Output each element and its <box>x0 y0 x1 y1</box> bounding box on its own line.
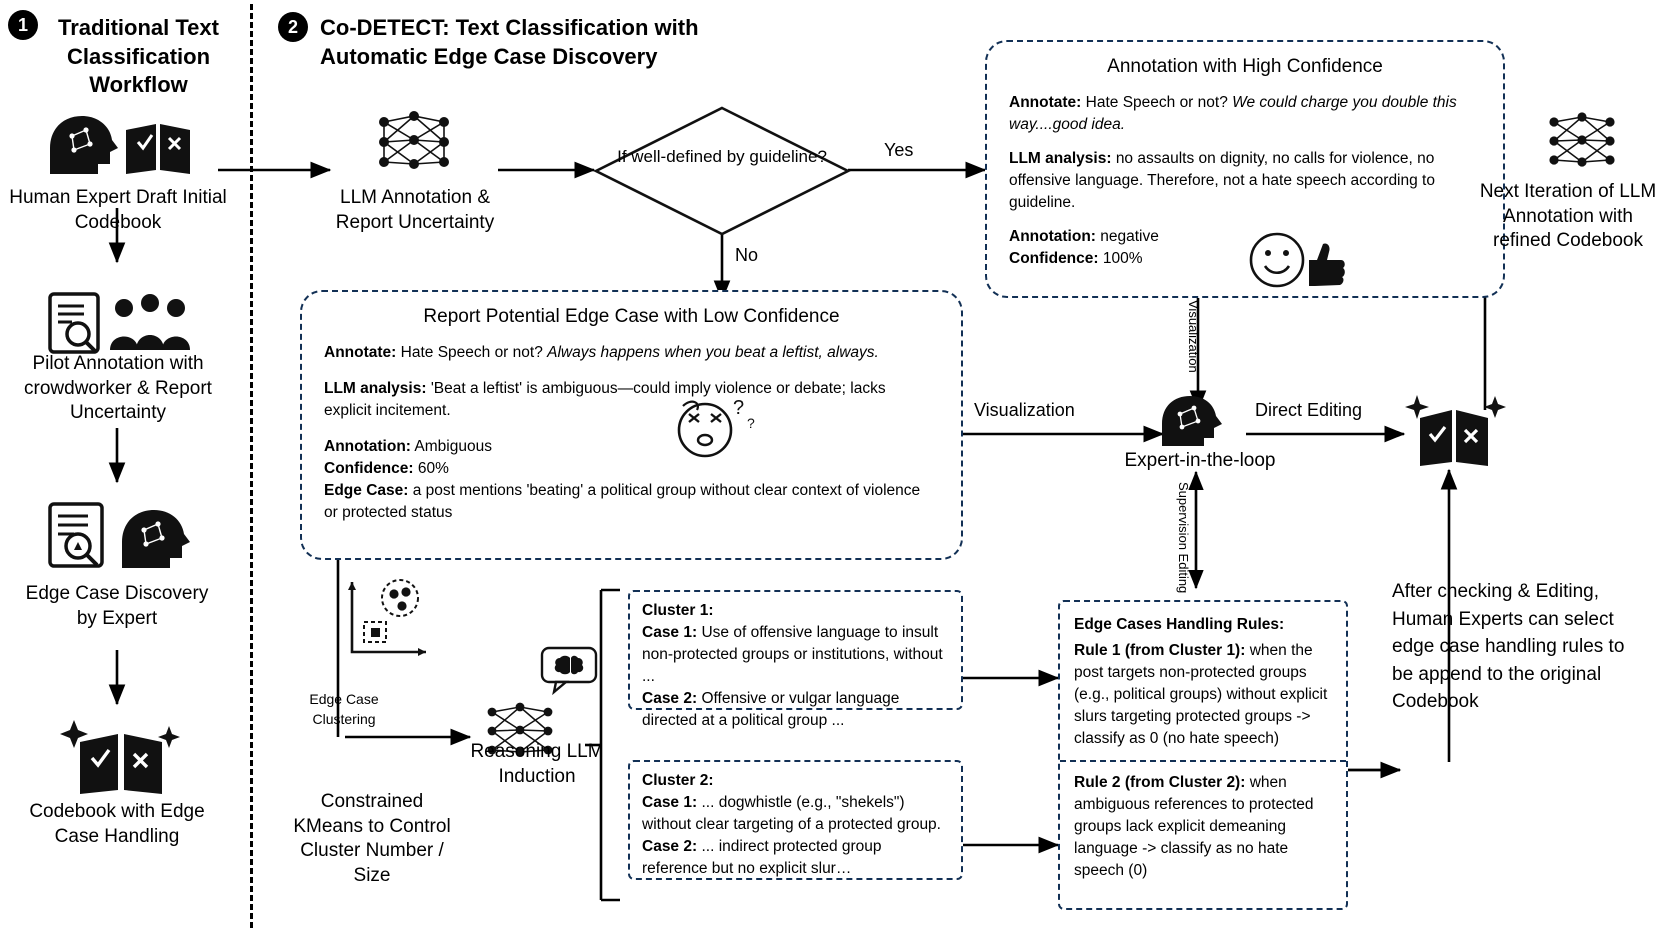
low-conf-annotate-line <box>324 342 939 364</box>
right-panel-badge <box>278 12 308 42</box>
expert-in-the-loop-icon <box>1152 388 1246 450</box>
low-conf-confidence-value: 60% <box>417 460 449 477</box>
cluster-2-case-1 <box>642 792 949 836</box>
final-note: After checking & Editing, Human Experts can select edge case handling rules to be append to the original Codebook <box>1392 581 1625 713</box>
high-conf-llm-label: LLM analysis: <box>1009 150 1112 167</box>
low-conf-annotation-label: Annotation: <box>324 438 411 455</box>
edge-case-rules-box <box>1058 600 1348 910</box>
high-conf-llm-text: no assaults on dignity, no calls for violence, no offensive language. Therefore, not a hate speech according to guideline. <box>1009 150 1435 211</box>
rule-1-text: when the post targets non-protected groups (e.g., political groups) without explicit slurs targeting protected groups -> classify as 0 (no hate speech) <box>1074 642 1328 747</box>
confused-face-icon <box>667 392 765 462</box>
rule-1 <box>1074 640 1332 750</box>
low-conf-annotation-line <box>324 436 939 458</box>
high-conf-annotation-value: negative <box>1100 228 1159 245</box>
right-panel-number: 2 <box>278 12 308 42</box>
rule-2-label: Rule 2 (from Cluster 2): <box>1074 774 1246 791</box>
constrained-kmeans-label: Constrained KMeans to Control Cluster Number / Size <box>293 791 451 887</box>
high-conf-confidence-value: 100% <box>1102 250 1143 267</box>
expert-in-the-loop-label: Expert-in-the-loop <box>1124 450 1276 471</box>
expert-review-icon <box>44 500 194 572</box>
cluster-1-case-1-label: Case 1: <box>642 624 698 641</box>
high-conf-confidence-label: Confidence: <box>1009 250 1099 267</box>
svg-text:?: ? <box>747 415 755 431</box>
high-conf-annotate-quote: We could charge you double this way....good idea. <box>1009 94 1457 133</box>
next-iteration-network-icon <box>1540 108 1626 176</box>
cluster-2-box <box>628 760 963 880</box>
next-iteration-label: Next Iteration of LLM Annotation with refined Codebook <box>1479 181 1657 252</box>
low-conf-annotate-label: Annotate: <box>324 344 397 361</box>
high-confidence-title: Annotation with High Confidence <box>1107 56 1383 77</box>
cluster-1-title: Cluster 1: <box>642 602 714 619</box>
left-step-1-caption: Human Expert Draft Initial Codebook <box>9 187 227 233</box>
left-panel-number: 1 <box>8 10 38 40</box>
cluster-1-case-2-text: Offensive or vulgar language directed at a political group ... <box>642 690 900 729</box>
scatter-cluster-icon <box>342 576 432 662</box>
visualization-vertical-label: Visualization <box>1186 300 1201 373</box>
edge-case-clustering-label: Edge Case Clustering <box>309 691 379 727</box>
visualization-label: Visualization <box>974 400 1075 420</box>
low-conf-annotate-text: Hate Speech or not? <box>400 344 543 361</box>
llm-annotation-label: LLM Annotation & Report Uncertainty <box>335 187 495 233</box>
cluster-1-case-1-text: Use of offensive language to insult non-protected groups or institutions, without ... <box>642 624 943 685</box>
human-expert-icon <box>38 108 198 180</box>
decision-no-label: No <box>735 245 759 265</box>
rule-1-label: Rule 1 (from Cluster 1): <box>1074 642 1246 659</box>
low-conf-confidence-line <box>324 458 939 480</box>
cluster-1-case-2-label: Case 2: <box>642 690 698 707</box>
left-panel-badge <box>8 10 38 40</box>
high-conf-llm-line <box>1009 148 1481 214</box>
left-panel-title: Traditional Text Classification Workflow <box>58 15 219 98</box>
reasoning-llm-label: Reasoning LLM Induction <box>470 741 604 787</box>
low-confidence-title: Report Potential Edge Case with Low Confidence <box>423 306 840 327</box>
svg-text:?: ? <box>733 397 745 419</box>
cluster-2-case-2 <box>642 836 949 880</box>
cluster-1-case-2 <box>642 688 949 732</box>
low-conf-llm-line <box>324 378 924 422</box>
high-conf-annotate-text: Hate Speech or not? <box>1085 94 1228 111</box>
decision-label: If well-defined by guideline? <box>617 147 827 166</box>
panel-divider <box>250 4 253 928</box>
left-step-3-caption: Edge Case Discovery by Expert <box>25 583 209 629</box>
cluster-2-case-1-label: Case 1: <box>642 794 698 811</box>
crowdworker-icon <box>40 290 200 356</box>
low-conf-llm-label: LLM analysis: <box>324 380 427 397</box>
codebook-icon <box>52 716 192 796</box>
low-conf-edge-case-label: Edge Case: <box>324 482 409 499</box>
direct-editing-label: Direct Editing <box>1255 400 1363 420</box>
cluster-1-box <box>628 590 963 729</box>
low-conf-annotation-value: Ambiguous <box>414 438 492 455</box>
decision-diamond <box>592 104 852 238</box>
high-confidence-box <box>985 40 1505 298</box>
cluster-2-case-2-text: ... indirect protected group reference but no explicit slur… <box>642 838 882 877</box>
high-conf-annotate-label: Annotate: <box>1009 94 1082 111</box>
rule-2 <box>1074 772 1332 882</box>
low-confidence-box <box>300 290 963 560</box>
left-step-2-caption: Pilot Annotation with crowdworker & Report Uncertainty <box>24 353 212 424</box>
low-conf-edge-case-line <box>324 480 924 524</box>
low-conf-edge-case-value: a post mentions 'beating' a political group without clear context of violence or protected status <box>324 482 921 521</box>
cluster-2-title: Cluster 2: <box>642 772 714 789</box>
thought-bubble-brain-icon <box>540 646 602 696</box>
low-conf-annotate-quote: Always happens when you beat a leftist, always. <box>547 344 879 361</box>
high-conf-annotate-line <box>1009 92 1481 136</box>
decision-yes-label: Yes <box>884 140 914 160</box>
right-panel-title: Co-DETECT: Text Classification with Automatic Edge Case Discovery <box>320 15 699 69</box>
rule-2-text: when ambiguous references to protected groups lack explicit demeaning language -> classify as no hate speech (0) <box>1074 774 1314 879</box>
low-conf-llm-text: 'Beat a leftist' is ambiguous—could imply violence or debate; lacks explicit incitement. <box>324 380 886 419</box>
rules-divider <box>1060 760 1346 762</box>
cluster-2-case-2-label: Case 2: <box>642 838 698 855</box>
low-conf-confidence-label: Confidence: <box>324 460 414 477</box>
llm-network-icon <box>368 106 460 178</box>
left-step-4-caption: Codebook with Edge Case Handling <box>29 801 205 847</box>
cluster-2-case-1-text: ... dogwhistle (e.g., "shekels") without clear targeting of a protected group. <box>642 794 941 833</box>
supervision-editing-label: Supervision Editing <box>1176 482 1191 594</box>
refined-codebook-icon <box>1400 388 1510 470</box>
cluster-1-case-1 <box>642 622 949 688</box>
high-conf-annotation-label: Annotation: <box>1009 228 1096 245</box>
smiley-thumbsup-icon <box>1245 230 1349 292</box>
rules-title: Edge Cases Handling Rules: <box>1074 616 1285 633</box>
